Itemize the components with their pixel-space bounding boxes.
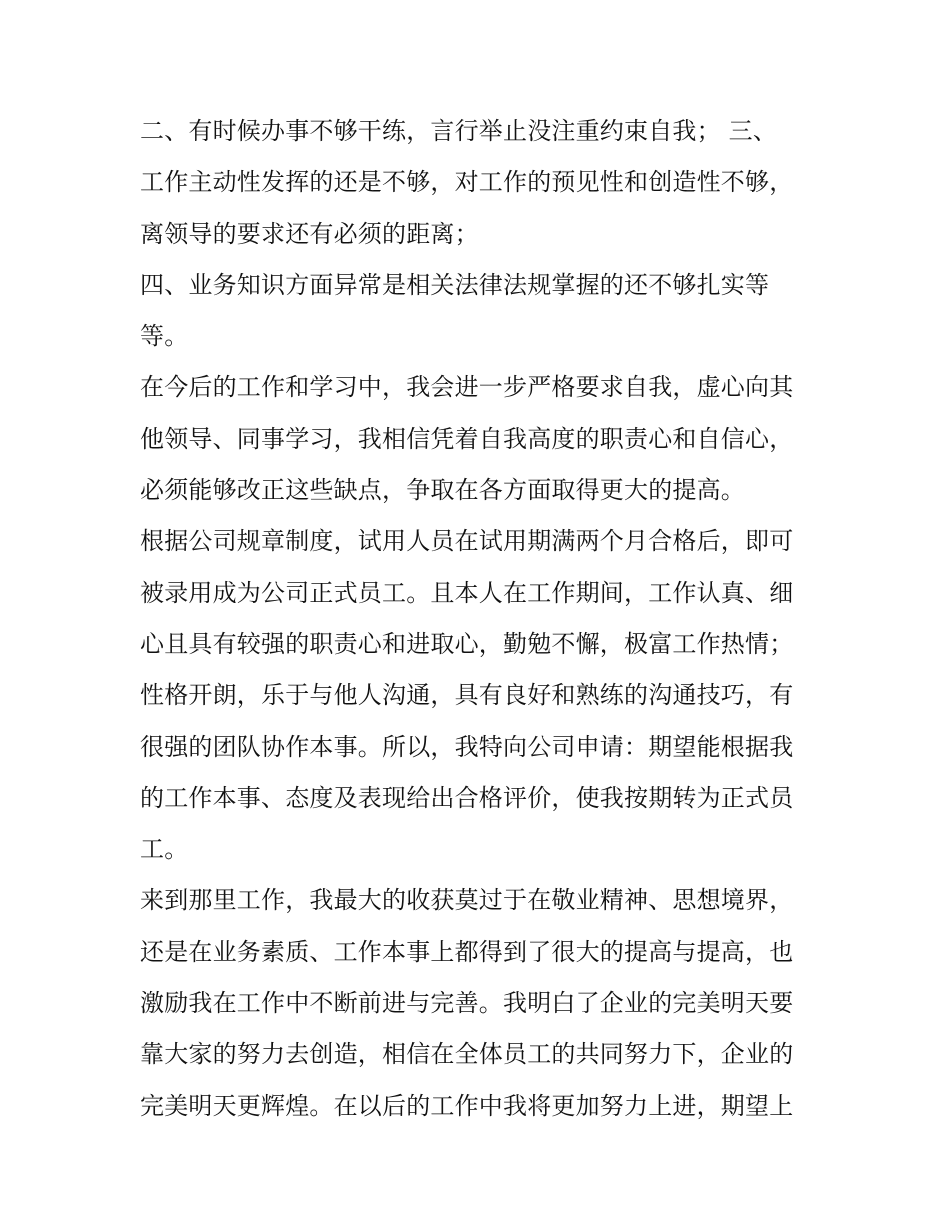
text-line: 二、有时候办事不够干练，言行举止没注重约束自我； 三、	[140, 117, 778, 145]
text-line: 心且具有较强的职责心和进取心，勤勉不懈，极富工作热情；	[140, 629, 794, 658]
text-line: 在今后的工作和学习中，我会进一步严格要求自我，虚心向其	[140, 373, 794, 402]
text-line: 等。	[140, 322, 189, 351]
text-line: 性格开朗，乐于与他人沟通，具有良好和熟练的沟通技巧，有	[140, 681, 794, 710]
text-line: 必须能够改正这些缺点，争取在各方面取得更大的提高。	[140, 476, 745, 505]
text-line: 他领导、同事学习，我相信凭着自我高度的职责心和自信心，	[140, 424, 794, 453]
text-line: 四、业务知识方面异常是相关法律法规掌握的还不够扎实等	[140, 270, 770, 299]
text-line: 根据公司规章制度，试用人员在试用期满两个月合格后，即可	[140, 527, 794, 556]
text-line: 来到那里工作，我最大的收获莫过于在敬业精神、思想境界，	[140, 886, 794, 915]
text-line: 离领导的要求还有必须的距离；	[140, 219, 479, 248]
text-line: 靠大家的努力去创造，相信在全体员工的共同努力下，企业的	[140, 1040, 794, 1069]
text-line: 很强的团队协作本事。所以，我特向公司申请：期望能根据我	[140, 732, 794, 761]
text-line: 工。	[140, 835, 189, 864]
document-body	[140, 106, 812, 1132]
text-line: 还是在业务素质、工作本事上都得到了很大的提高与提高，也	[140, 937, 794, 966]
text-line: 工作主动性发挥的还是不够，对工作的预见性和创造性不够，	[140, 168, 794, 197]
text-line: 完美明天更辉煌。在以后的工作中我将更加努力上进，期望上	[140, 1091, 794, 1120]
text-line: 激励我在工作中不断前进与完善。我明白了企业的完美明天要	[140, 989, 794, 1018]
text-line: 的工作本事、态度及表现给出合格评价，使我按期转为正式员	[140, 783, 794, 812]
text-line: 被录用成为公司正式员工。且本人在工作期间，工作认真、细	[140, 578, 794, 607]
